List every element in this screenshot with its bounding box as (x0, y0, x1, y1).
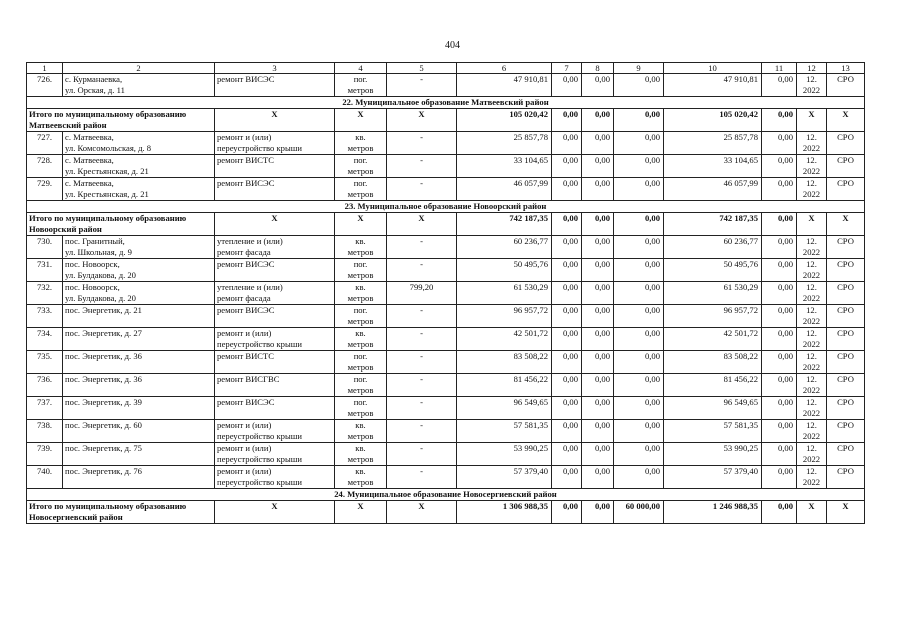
cell-col9: 0,00 (614, 374, 664, 397)
work-type: утепление и (или) ремонт фасада (215, 236, 335, 259)
table-row (27, 397, 865, 420)
cell-col7: 0,00 (552, 397, 582, 420)
cell-col8: 0,00 (582, 109, 614, 132)
column-number-4: 4 (335, 63, 387, 74)
address: пос. Энергетик, д. 76 (63, 466, 215, 489)
cell-col7: 0,00 (552, 374, 582, 397)
volume: - (387, 259, 457, 282)
table-row (27, 132, 865, 155)
cell-col10: 50 495,76 (664, 259, 762, 282)
cell-col7: 0,00 (552, 155, 582, 178)
row-number: 740. (27, 466, 63, 489)
cell-col9: 0,00 (614, 236, 664, 259)
table-row (27, 305, 865, 328)
unit: пог. метров (335, 155, 387, 178)
completion-date: 12. 2022 (797, 305, 827, 328)
cell-col7: 0,00 (552, 74, 582, 97)
column-number-row (27, 63, 865, 74)
subtotal-label: Итого по муниципальному образованию Матвеевский район (27, 109, 215, 132)
column-number-12: 12 (797, 63, 827, 74)
cell-col7: 0,00 (552, 443, 582, 466)
completion-date: 12. 2022 (797, 178, 827, 201)
cell-col13: X (827, 213, 865, 236)
completion-date: 12. 2022 (797, 328, 827, 351)
cell-col8: 0,00 (582, 420, 614, 443)
completion-date: 12. 2022 (797, 466, 827, 489)
table-row (27, 155, 865, 178)
method: СРО (827, 328, 865, 351)
section-title: 24. Муниципальное образование Новосергиевский район (27, 489, 865, 501)
section-header-row (27, 201, 865, 213)
cell-col8: 0,00 (582, 213, 614, 236)
volume: 799,20 (387, 282, 457, 305)
cell-col9: 0,00 (614, 178, 664, 201)
table-row (27, 466, 865, 489)
work-type: ремонт ВИСЭС (215, 178, 335, 201)
cell-col8: 0,00 (582, 74, 614, 97)
cell-col9: 0,00 (614, 259, 664, 282)
cell-col7: 0,00 (552, 420, 582, 443)
cell-col11: 0,00 (762, 109, 797, 132)
row-number: 732. (27, 282, 63, 305)
cell-col12: X (797, 213, 827, 236)
work-type: ремонт и (или) переустройство крыши (215, 420, 335, 443)
cell-col10: 105 020,42 (664, 109, 762, 132)
method: СРО (827, 282, 865, 305)
row-number: 727. (27, 132, 63, 155)
address: с. Матвеевка, ул. Крестьянская, д. 21 (63, 155, 215, 178)
cell-col10: 81 456,22 (664, 374, 762, 397)
address: пос. Энергетик, д. 21 (63, 305, 215, 328)
completion-date: 12. 2022 (797, 236, 827, 259)
row-number: 734. (27, 328, 63, 351)
total-cost: 46 057,99 (457, 178, 552, 201)
total-cost: 42 501,72 (457, 328, 552, 351)
table-body (27, 74, 865, 524)
cell-col10: 60 236,77 (664, 236, 762, 259)
table-row (27, 374, 865, 397)
unit: пог. метров (335, 351, 387, 374)
unit: кв. метров (335, 236, 387, 259)
column-number-3: 3 (215, 63, 335, 74)
cell-col7: 0,00 (552, 305, 582, 328)
address: пос. Новоорск, ул. Булдакова, д. 20 (63, 259, 215, 282)
cell-col8: 0,00 (582, 328, 614, 351)
total-cost: 83 508,22 (457, 351, 552, 374)
section-header-row (27, 489, 865, 501)
cell-col9: 0,00 (614, 305, 664, 328)
total-cost: 60 236,77 (457, 236, 552, 259)
cell-col8: 0,00 (582, 236, 614, 259)
cell-col4: X (335, 109, 387, 132)
row-number: 733. (27, 305, 63, 328)
cell-col7: 0,00 (552, 501, 582, 524)
cell-col11: 0,00 (762, 420, 797, 443)
method: СРО (827, 236, 865, 259)
unit: кв. метров (335, 132, 387, 155)
cell-col10: 1 246 988,35 (664, 501, 762, 524)
completion-date: 12. 2022 (797, 420, 827, 443)
cell-col7: 0,00 (552, 351, 582, 374)
cell-total-cost: 742 187,35 (457, 213, 552, 236)
work-type: ремонт ВИСТС (215, 351, 335, 374)
address: пос. Энергетик, д. 27 (63, 328, 215, 351)
cell-col5: X (387, 109, 457, 132)
cell-col11: 0,00 (762, 351, 797, 374)
work-type: ремонт ВИСТС (215, 155, 335, 178)
section-title: 22. Муниципальное образование Матвеевский район (27, 97, 865, 109)
completion-date: 12. 2022 (797, 351, 827, 374)
cell-col9: 0,00 (614, 109, 664, 132)
cell-col7: 0,00 (552, 109, 582, 132)
cell-col10: 742 187,35 (664, 213, 762, 236)
volume: - (387, 132, 457, 155)
completion-date: 12. 2022 (797, 155, 827, 178)
work-type: ремонт ВИСЭС (215, 397, 335, 420)
work-type: утепление и (или) ремонт фасада (215, 282, 335, 305)
method: СРО (827, 374, 865, 397)
row-number: 726. (27, 74, 63, 97)
method: СРО (827, 305, 865, 328)
total-cost: 50 495,76 (457, 259, 552, 282)
cell-col9: 0,00 (614, 351, 664, 374)
cell-col10: 61 530,29 (664, 282, 762, 305)
method: СРО (827, 397, 865, 420)
completion-date: 12. 2022 (797, 443, 827, 466)
cell-col10: 96 957,72 (664, 305, 762, 328)
cell-col9: 0,00 (614, 132, 664, 155)
unit: пог. метров (335, 74, 387, 97)
cell-col13: X (827, 501, 865, 524)
cell-col11: 0,00 (762, 74, 797, 97)
cell-col11: 0,00 (762, 305, 797, 328)
address: с. Матвеевка, ул. Крестьянская, д. 21 (63, 178, 215, 201)
cell-col9: 0,00 (614, 466, 664, 489)
method: СРО (827, 351, 865, 374)
unit: кв. метров (335, 328, 387, 351)
completion-date: 12. 2022 (797, 259, 827, 282)
unit: пог. метров (335, 178, 387, 201)
method: СРО (827, 74, 865, 97)
cell-col10: 46 057,99 (664, 178, 762, 201)
address: пос. Энергетик, д. 36 (63, 374, 215, 397)
subtotal-label: Итого по муниципальному образованию Новоорский район (27, 213, 215, 236)
cell-col10: 25 857,78 (664, 132, 762, 155)
cell-col5: X (387, 213, 457, 236)
cell-col11: 0,00 (762, 259, 797, 282)
cell-col10: 53 990,25 (664, 443, 762, 466)
cell-col8: 0,00 (582, 132, 614, 155)
row-number: 736. (27, 374, 63, 397)
unit: кв. метров (335, 420, 387, 443)
cell-col7: 0,00 (552, 132, 582, 155)
row-number: 729. (27, 178, 63, 201)
cell-col8: 0,00 (582, 351, 614, 374)
method: СРО (827, 132, 865, 155)
volume: - (387, 328, 457, 351)
cell-col7: 0,00 (552, 178, 582, 201)
column-number-6: 6 (457, 63, 552, 74)
page-number: 404 (445, 40, 460, 51)
cell-col9: 0,00 (614, 282, 664, 305)
cell-col8: 0,00 (582, 178, 614, 201)
address: пос. Новоорск, ул. Булдакова, д. 20 (63, 282, 215, 305)
cell-col9: 0,00 (614, 328, 664, 351)
cell-col11: 0,00 (762, 178, 797, 201)
row-number: 738. (27, 420, 63, 443)
unit: кв. метров (335, 466, 387, 489)
cell-col11: 0,00 (762, 501, 797, 524)
method: СРО (827, 155, 865, 178)
cell-col8: 0,00 (582, 282, 614, 305)
work-type: ремонт и (или) переустройство крыши (215, 443, 335, 466)
subtotal-row (27, 213, 865, 236)
volume: - (387, 305, 457, 328)
volume: - (387, 466, 457, 489)
cell-col9: 0,00 (614, 213, 664, 236)
section-title: 23. Муниципальное образование Новоорский район (27, 201, 865, 213)
table-row (27, 282, 865, 305)
unit: кв. метров (335, 282, 387, 305)
column-number-5: 5 (387, 63, 457, 74)
cell-col11: 0,00 (762, 132, 797, 155)
cell-total-cost: 1 306 988,35 (457, 501, 552, 524)
work-type: ремонт ВИСЭС (215, 259, 335, 282)
completion-date: 12. 2022 (797, 132, 827, 155)
section-header-row (27, 97, 865, 109)
method: СРО (827, 259, 865, 282)
cell-col8: 0,00 (582, 374, 614, 397)
cell-col11: 0,00 (762, 282, 797, 305)
column-number-2: 2 (63, 63, 215, 74)
table-row (27, 328, 865, 351)
cell-col11: 0,00 (762, 328, 797, 351)
cell-col7: 0,00 (552, 213, 582, 236)
cell-col9: 0,00 (614, 74, 664, 97)
completion-date: 12. 2022 (797, 74, 827, 97)
cell-col8: 0,00 (582, 397, 614, 420)
cell-col13: X (827, 109, 865, 132)
method: СРО (827, 178, 865, 201)
cell-col3: X (215, 501, 335, 524)
cell-col9: 0,00 (614, 397, 664, 420)
row-number: 731. (27, 259, 63, 282)
subtotal-label: Итого по муниципальному образованию Новосергиевский район (27, 501, 215, 524)
row-number: 737. (27, 397, 63, 420)
cell-col3: X (215, 109, 335, 132)
total-cost: 57 581,35 (457, 420, 552, 443)
cell-col12: X (797, 501, 827, 524)
completion-date: 12. 2022 (797, 374, 827, 397)
cell-col8: 0,00 (582, 443, 614, 466)
address: пос. Энергетик, д. 60 (63, 420, 215, 443)
unit: пог. метров (335, 374, 387, 397)
cell-col7: 0,00 (552, 259, 582, 282)
cell-col11: 0,00 (762, 397, 797, 420)
cell-col11: 0,00 (762, 466, 797, 489)
table-row (27, 178, 865, 201)
address: пос. Энергетик, д. 36 (63, 351, 215, 374)
cell-col4: X (335, 213, 387, 236)
cell-col11: 0,00 (762, 443, 797, 466)
column-number-1: 1 (27, 63, 63, 74)
table-row (27, 351, 865, 374)
method: СРО (827, 466, 865, 489)
cell-col10: 96 549,65 (664, 397, 762, 420)
column-number-10: 10 (664, 63, 762, 74)
row-number: 739. (27, 443, 63, 466)
total-cost: 53 990,25 (457, 443, 552, 466)
column-number-9: 9 (614, 63, 664, 74)
cell-col12: X (797, 109, 827, 132)
column-number-13: 13 (827, 63, 865, 74)
address: с. Матвеевка, ул. Комсомольская, д. 8 (63, 132, 215, 155)
cell-col11: 0,00 (762, 213, 797, 236)
completion-date: 12. 2022 (797, 282, 827, 305)
table-row (27, 259, 865, 282)
work-type: ремонт и (или) переустройство крыши (215, 466, 335, 489)
volume: - (387, 74, 457, 97)
total-cost: 47 910,81 (457, 74, 552, 97)
total-cost: 96 957,72 (457, 305, 552, 328)
cell-col10: 42 501,72 (664, 328, 762, 351)
cell-col9: 60 000,00 (614, 501, 664, 524)
cell-col8: 0,00 (582, 259, 614, 282)
cell-col7: 0,00 (552, 282, 582, 305)
address: пос. Гранитный, ул. Школьная, д. 9 (63, 236, 215, 259)
table-row (27, 443, 865, 466)
subtotal-row (27, 109, 865, 132)
cell-col10: 57 379,40 (664, 466, 762, 489)
address: пос. Энергетик, д. 39 (63, 397, 215, 420)
cell-col7: 0,00 (552, 466, 582, 489)
subtotal-row (27, 501, 865, 524)
cell-col10: 57 581,35 (664, 420, 762, 443)
table-row (27, 420, 865, 443)
address: с. Курманаевка, ул. Орская, д. 11 (63, 74, 215, 97)
table-row (27, 236, 865, 259)
completion-date: 12. 2022 (797, 397, 827, 420)
total-cost: 33 104,65 (457, 155, 552, 178)
total-cost: 25 857,78 (457, 132, 552, 155)
total-cost: 57 379,40 (457, 466, 552, 489)
cell-col8: 0,00 (582, 155, 614, 178)
cell-col11: 0,00 (762, 236, 797, 259)
work-type: ремонт ВИСЭС (215, 74, 335, 97)
table-row (27, 74, 865, 97)
volume: - (387, 374, 457, 397)
volume: - (387, 155, 457, 178)
unit: пог. метров (335, 397, 387, 420)
cell-col8: 0,00 (582, 466, 614, 489)
volume: - (387, 443, 457, 466)
cell-col10: 83 508,22 (664, 351, 762, 374)
cell-col3: X (215, 213, 335, 236)
volume: - (387, 236, 457, 259)
row-number: 728. (27, 155, 63, 178)
method: СРО (827, 443, 865, 466)
total-cost: 96 549,65 (457, 397, 552, 420)
unit: пог. метров (335, 305, 387, 328)
column-number-7: 7 (552, 63, 582, 74)
cell-col10: 47 910,81 (664, 74, 762, 97)
volume: - (387, 351, 457, 374)
cell-col9: 0,00 (614, 443, 664, 466)
address: пос. Энергетик, д. 75 (63, 443, 215, 466)
unit: кв. метров (335, 443, 387, 466)
cell-col11: 0,00 (762, 374, 797, 397)
method: СРО (827, 420, 865, 443)
row-number: 730. (27, 236, 63, 259)
work-type: ремонт ВИСЭС (215, 305, 335, 328)
cell-col7: 0,00 (552, 236, 582, 259)
work-type: ремонт ВИСГВС (215, 374, 335, 397)
cell-col5: X (387, 501, 457, 524)
cell-col11: 0,00 (762, 155, 797, 178)
cell-col9: 0,00 (614, 155, 664, 178)
column-number-11: 11 (762, 63, 797, 74)
cell-col8: 0,00 (582, 501, 614, 524)
cell-col10: 33 104,65 (664, 155, 762, 178)
cell-col7: 0,00 (552, 328, 582, 351)
total-cost: 81 456,22 (457, 374, 552, 397)
volume: - (387, 397, 457, 420)
work-type: ремонт и (или) переустройство крыши (215, 132, 335, 155)
unit: пог. метров (335, 259, 387, 282)
work-type: ремонт и (или) переустройство крыши (215, 328, 335, 351)
cell-col4: X (335, 501, 387, 524)
column-number-8: 8 (582, 63, 614, 74)
volume: - (387, 178, 457, 201)
volume: - (387, 420, 457, 443)
row-number: 735. (27, 351, 63, 374)
capital-repair-table (26, 62, 865, 524)
total-cost: 61 530,29 (457, 282, 552, 305)
cell-col8: 0,00 (582, 305, 614, 328)
cell-col9: 0,00 (614, 420, 664, 443)
cell-total-cost: 105 020,42 (457, 109, 552, 132)
